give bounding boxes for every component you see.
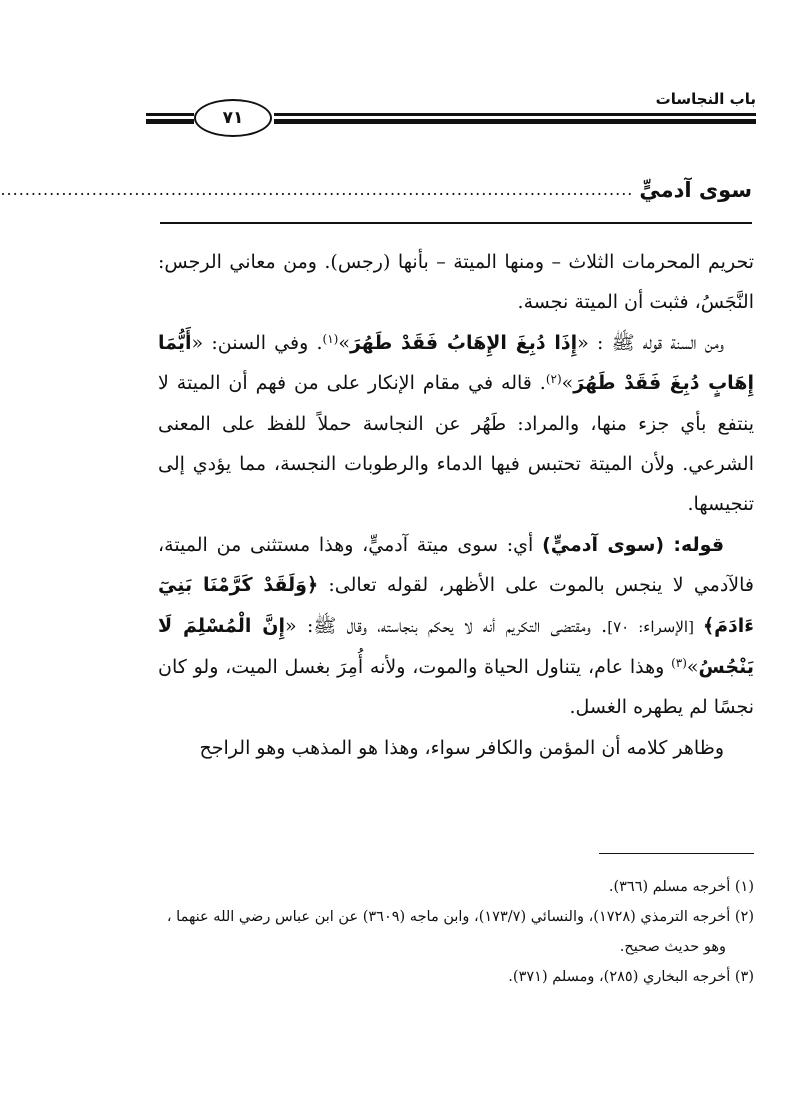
header-rule-left-thick (146, 119, 194, 124)
matn-divider (160, 222, 752, 224)
header-rule (274, 113, 756, 116)
paragraph-3 (158, 525, 754, 728)
paragraph-1: تحريم المحرمات الثلاث – ومنها الميتة – بأنها (رجس). ومن معاني الرجس: النَّجَسُ، فثبت أن الميتة نجسة. (158, 251, 754, 314)
footnote-ref-2[interactable]: (٢) (545, 372, 562, 387)
p2-text-e: . قاله في مقام الإنكار على من فهم أن الميتة لا ينتفع بأي جزء منها، والمراد: طَهُر عن النجاسة حملاً للفظ على المعنى الشرعي. ولأن الميتة تحتبس فيها الدماء والرطوبات النجسة، مما يؤدي إلى تنجيسها. (158, 372, 754, 516)
p2-text-a: ومن السنة قوله ﷺ : « (577, 331, 724, 354)
quran-verse: ﴿وَلَقَدْ كَرَّمْنَا بَنِيٓ ءَادَمَ﴾ (158, 574, 755, 637)
p3-text-d: وهذا عام، يتناول الحياة والموت، ولأنه أُمِرَ بغسل الميت، ولو كان نجسًا لم يطهره الغسل. (158, 656, 754, 719)
footnote-2: (٢) أخرجه الترمذي (١٧٢٨)، والنسائي (١٧٣/٧)، وابن ماجه (٣٦٠٩) عن ابن عباس رضي الله عنهما ، (166, 909, 754, 925)
hadith-tanning: إِذَا دُبِغَ الإِهَابُ فَقَدْ طَهُرَ (349, 331, 578, 354)
p3-text-a: أي: سوى ميتة آدميٍّ، وهذا مستثنى من الميتة، فالآدمي لا ينجس بالموت على الأظهر، لقوله تعالى: (158, 533, 755, 597)
footnote-ref-3[interactable]: (٣) (671, 656, 687, 671)
matn-dots: ........................................................................................................ (0, 180, 634, 199)
body-text (158, 242, 754, 768)
footnote-3: (٣) أخرجه البخاري (٢٨٥)، ومسلم (٣٧١). (508, 969, 754, 985)
p2-text-d: » (561, 372, 574, 395)
p2-text-b: » (338, 331, 350, 354)
matn-heading (0, 168, 752, 202)
header-rule-thick (274, 119, 756, 124)
p3-text-c: » (686, 656, 699, 679)
hadith-muslim: إِنَّ الْمُسْلِمَ لَا يَنْجُسُ (158, 614, 754, 679)
verse-reference: [الإسراء: ٧٠] (607, 617, 703, 636)
chapter-title: باب النجاسات (655, 90, 756, 108)
footnote-2-continued: وهو حديث صحيح. (619, 939, 726, 955)
page-number-badge (194, 99, 272, 137)
matn-text: سوى آدميٍّ (639, 178, 752, 202)
paragraph-2 (158, 323, 754, 525)
hadith-any-hide: أَيُّمَا إِهَابٍ دُبِغَ فَقَدْ طَهُرَ (158, 331, 754, 395)
p2-text-c: . وفي السنن: « (191, 331, 323, 354)
matn-quote-label: قوله: (سوى آدميٍّ) (542, 533, 725, 556)
footnote-ref-1[interactable]: (١) (322, 331, 339, 346)
page-number: ٧١ (222, 108, 244, 128)
p3-text-b: . ومقتضى التكريم أنه لا يحكم بنجاسته، وقال ﷺ: « (285, 614, 608, 637)
footnote-separator (599, 853, 754, 854)
paragraph-4: وظاهر كلامه أن المؤمن والكافر سواء، وهذا هو المذهب وهو الراجح (199, 736, 724, 759)
footnotes (158, 872, 754, 992)
footnote-1: (١) أخرجه مسلم (٣٦٦). (608, 879, 754, 895)
header-rule-left (146, 113, 194, 116)
